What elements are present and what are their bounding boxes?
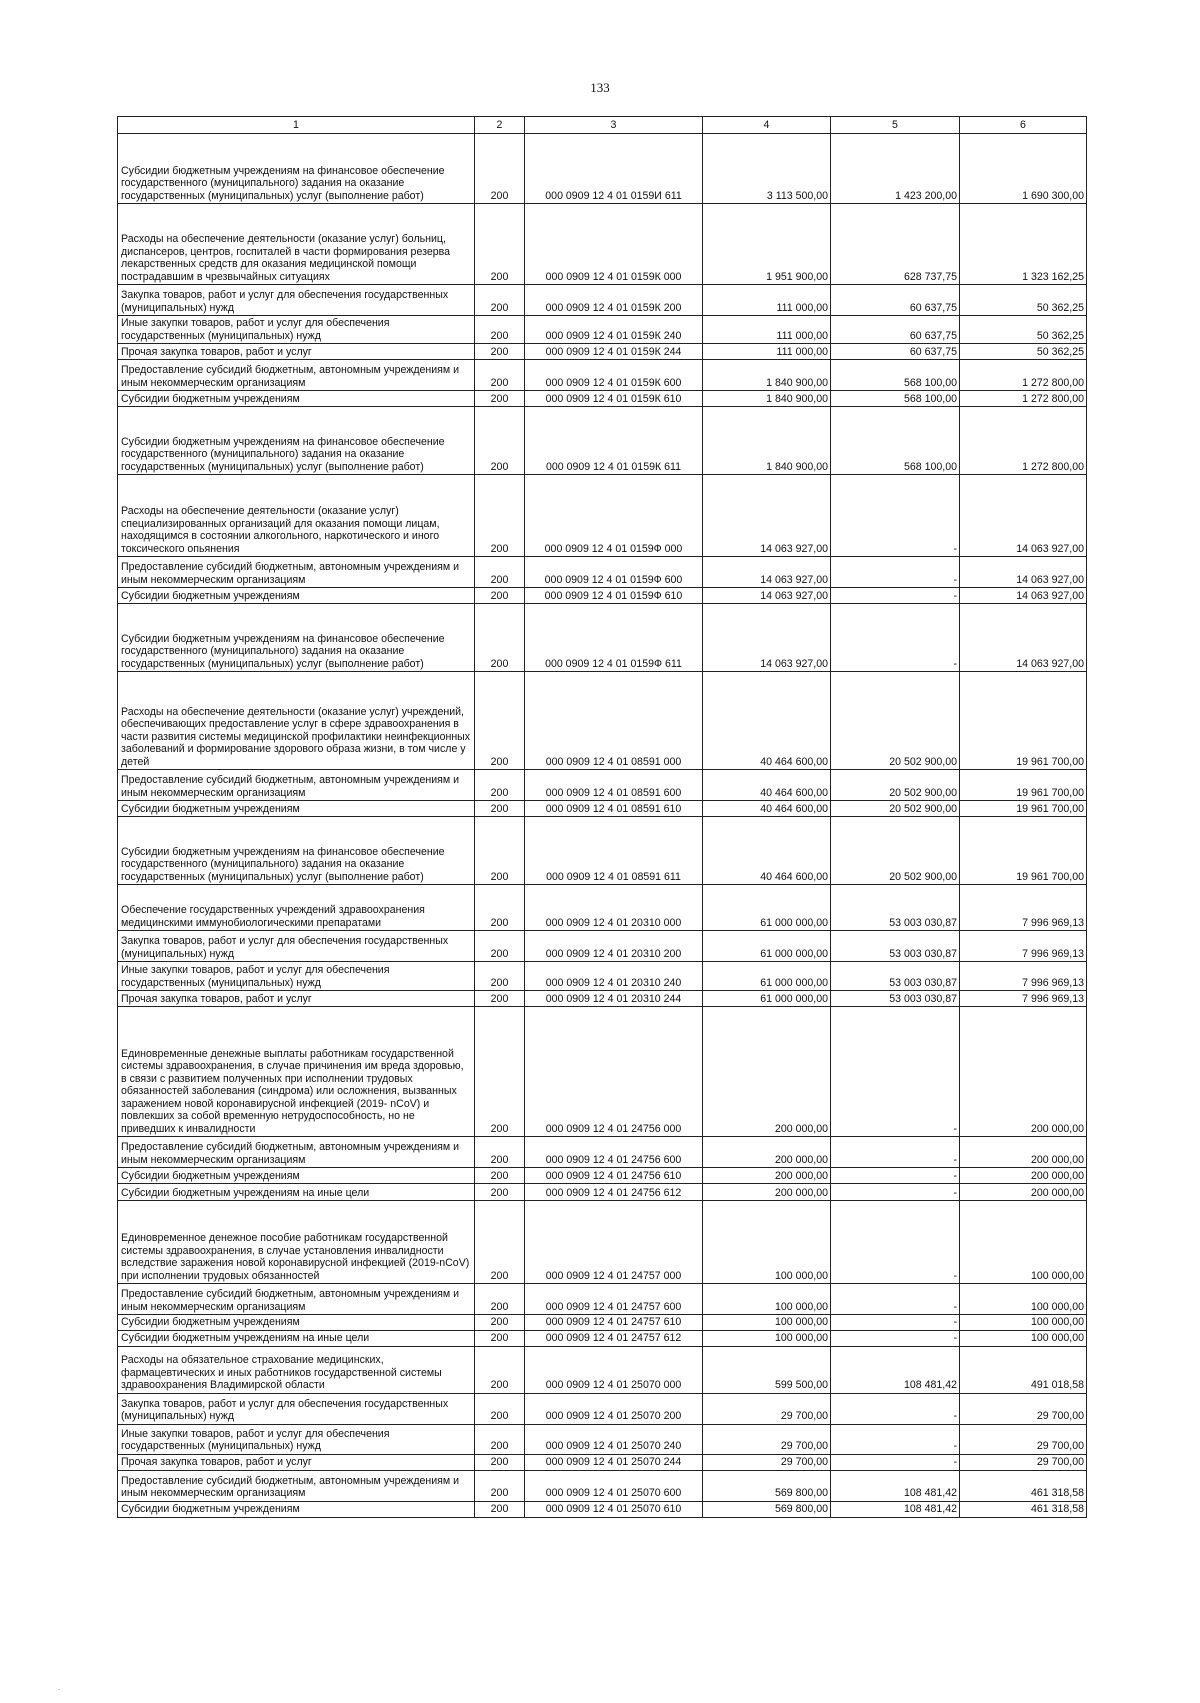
row-kbk: 000 0909 12 4 01 0159К 240 xyxy=(525,316,703,344)
row-col-4: 569 800,00 xyxy=(703,1470,831,1501)
row-kbk: 000 0909 12 4 01 25070 610 xyxy=(525,1501,703,1517)
row-name-text: Прочая закупка товаров, работ и услуг xyxy=(121,992,312,1005)
row-name-text: Расходы на обеспечение деятельности (оказание услуг) учреждений, обеспечивающих предоставление услуг в сфере здравоохранения в части развития системы медицинской профилактики неинфекционных заболеваний и формирование здорового образа жизни, в том числе у детей xyxy=(121,705,471,768)
row-kbk: 000 0909 12 4 01 24756 600 xyxy=(525,1137,703,1168)
row-col-4: 40 464 600,00 xyxy=(703,672,831,770)
row-name-text: Иные закупки товаров, работ и услуг для обеспечения государственных (муниципальных) нужд xyxy=(121,1427,390,1452)
row-col-4: 14 063 927,00 xyxy=(703,588,831,604)
row-col-6: 100 000,00 xyxy=(960,1201,1087,1284)
row-col-5: - xyxy=(831,1284,960,1315)
table-row xyxy=(118,360,1087,391)
row-code: 200 xyxy=(475,391,525,407)
row-col-4: 1 951 900,00 xyxy=(703,204,831,285)
row-code: 200 xyxy=(475,1330,525,1346)
row-code: 200 xyxy=(475,1454,525,1470)
row-code: 200 xyxy=(475,1393,525,1424)
row-col-6: 491 018,58 xyxy=(960,1346,1087,1393)
row-name xyxy=(118,1470,475,1501)
row-name xyxy=(118,1330,475,1346)
table-row xyxy=(118,1007,1087,1137)
row-col-5: - xyxy=(831,1424,960,1454)
row-col-6: 100 000,00 xyxy=(960,1284,1087,1315)
table-row xyxy=(118,672,1087,770)
row-code: 200 xyxy=(475,1424,525,1454)
row-code: 200 xyxy=(475,1501,525,1517)
row-code: 200 xyxy=(475,285,525,316)
row-col-5: - xyxy=(831,1184,960,1201)
row-code: 200 xyxy=(475,885,525,931)
page-number: 133 xyxy=(590,80,610,95)
row-code: 200 xyxy=(475,316,525,344)
row-kbk: 000 0909 12 4 01 24757 600 xyxy=(525,1284,703,1315)
table-row xyxy=(118,557,1087,588)
row-kbk: 000 0909 12 4 01 24756 000 xyxy=(525,1007,703,1137)
row-name-text: Расходы на обеспечение деятельности (оказание услуг) больниц, диспансеров, центров, госпиталей в части формирования резерва лекарственных средств для оказания медицинской помощи пострадавшим в чрезвычайных ситуациях xyxy=(121,233,451,283)
row-name-text: Предоставление субсидий бюджетным, автономным учреждениям и иным некоммерческим организациям xyxy=(121,1288,460,1313)
row-kbk: 000 0909 12 4 01 0159Ф 611 xyxy=(525,604,703,672)
row-code: 200 xyxy=(475,1168,525,1184)
row-code: 200 xyxy=(475,817,525,885)
row-col-5: 568 100,00 xyxy=(831,407,960,475)
row-kbk: 000 0909 12 4 01 0159Ф 600 xyxy=(525,557,703,588)
table-row xyxy=(118,1137,1087,1168)
row-name-text: Расходы на обеспечение деятельности (оказание услуг) специализированных организаций для оказания помощи лицам, находящимся в состоянии алкогольного, наркотического и иного токсического опьянения xyxy=(121,505,440,555)
row-col-6: 7 996 969,13 xyxy=(960,931,1087,962)
row-kbk: 000 0909 12 4 01 25070 240 xyxy=(525,1424,703,1454)
budget-table xyxy=(117,116,1087,1518)
row-code: 200 xyxy=(475,770,525,801)
table-row xyxy=(118,1454,1087,1470)
row-name-text: Субсидии бюджетным учреждениям на иные цели xyxy=(121,1332,370,1344)
row-code: 200 xyxy=(475,344,525,360)
row-col-6: 50 362,25 xyxy=(960,316,1087,344)
row-name xyxy=(118,991,475,1007)
row-col-6: 50 362,25 xyxy=(960,285,1087,316)
row-col-4: 29 700,00 xyxy=(703,1393,831,1424)
row-kbk: 000 0909 12 4 01 0159К 244 xyxy=(525,344,703,360)
row-col-6: 14 063 927,00 xyxy=(960,604,1087,672)
row-col-6: 7 996 969,13 xyxy=(960,885,1087,931)
row-name xyxy=(118,1393,475,1424)
table-row xyxy=(118,1393,1087,1424)
row-name-text: Предоставление субсидий бюджетным, автономным учреждениям и иным некоммерческим организациям xyxy=(121,774,460,799)
row-col-6: 19 961 700,00 xyxy=(960,672,1087,770)
row-code: 200 xyxy=(475,360,525,391)
table-header-row xyxy=(118,117,1087,134)
table-row xyxy=(118,1330,1087,1346)
table-row xyxy=(118,344,1087,360)
row-kbk: 000 0909 12 4 01 0159К 000 xyxy=(525,204,703,285)
row-name xyxy=(118,1501,475,1517)
row-name-text: Субсидии бюджетным учреждениям на финансовое обеспечение государственного (муниципального) задания на оказание государственных (муниципальных) услуг (выполнение работ) xyxy=(121,845,445,883)
header-col-3: 3 xyxy=(525,117,703,134)
row-col-4: 100 000,00 xyxy=(703,1330,831,1346)
table-row xyxy=(118,316,1087,344)
row-col-4: 200 000,00 xyxy=(703,1137,831,1168)
row-col-4: 1 840 900,00 xyxy=(703,391,831,407)
row-col-4: 40 464 600,00 xyxy=(703,801,831,817)
row-kbk: 000 0909 12 4 01 25070 600 xyxy=(525,1470,703,1501)
row-col-5: - xyxy=(831,1201,960,1284)
row-kbk: 000 0909 12 4 01 24757 612 xyxy=(525,1330,703,1346)
row-name-text: Субсидии бюджетным учреждениям xyxy=(121,589,300,602)
row-kbk: 000 0909 12 4 01 08591 000 xyxy=(525,672,703,770)
row-name xyxy=(118,1284,475,1315)
row-col-6: 29 700,00 xyxy=(960,1393,1087,1424)
row-code: 200 xyxy=(475,801,525,817)
row-kbk: 000 0909 12 4 01 08591 600 xyxy=(525,770,703,801)
row-name-text: Иные закупки товаров, работ и услуг для обеспечения государственных (муниципальных) нужд xyxy=(121,317,390,342)
row-name xyxy=(118,604,475,672)
row-name xyxy=(118,885,475,931)
row-code: 200 xyxy=(475,1007,525,1137)
table-row xyxy=(118,604,1087,672)
row-col-4: 61 000 000,00 xyxy=(703,931,831,962)
row-col-6: 461 318,58 xyxy=(960,1470,1087,1501)
row-name xyxy=(118,770,475,801)
table-row xyxy=(118,991,1087,1007)
row-col-4: 200 000,00 xyxy=(703,1184,831,1201)
table-row xyxy=(118,1424,1087,1454)
table-row xyxy=(118,931,1087,962)
row-code: 200 xyxy=(475,475,525,557)
row-col-4: 111 000,00 xyxy=(703,316,831,344)
table-row xyxy=(118,134,1087,204)
table-row xyxy=(118,1284,1087,1315)
table-row xyxy=(118,391,1087,407)
row-col-4: 111 000,00 xyxy=(703,285,831,316)
row-col-5: 628 737,75 xyxy=(831,204,960,285)
row-col-6: 7 996 969,13 xyxy=(960,962,1087,991)
table-row xyxy=(118,588,1087,604)
row-col-6: 1 272 800,00 xyxy=(960,360,1087,391)
row-code: 200 xyxy=(475,1346,525,1393)
row-col-6: 100 000,00 xyxy=(960,1330,1087,1346)
row-name xyxy=(118,672,475,770)
row-col-6: 7 996 969,13 xyxy=(960,991,1087,1007)
row-col-5: - xyxy=(831,1315,960,1331)
row-name xyxy=(118,475,475,557)
row-code: 200 xyxy=(475,1470,525,1501)
row-kbk: 000 0909 12 4 01 20310 240 xyxy=(525,962,703,991)
row-kbk: 000 0909 12 4 01 24757 000 xyxy=(525,1201,703,1284)
row-col-6: 1 272 800,00 xyxy=(960,407,1087,475)
row-code: 200 xyxy=(475,931,525,962)
row-code: 200 xyxy=(475,1201,525,1284)
row-kbk: 000 0909 12 4 01 24756 610 xyxy=(525,1168,703,1184)
row-name-text: Единовременные денежные выплаты работникам государственной системы здравоохранения, в случае причинения им вреда здоровью, в связи с развитием полученных при исполнении трудовых обязанностей заболевания (синдрома) или осложнения, вызванных заражением новой коронавирусной инфекцией (2019- nCoV) и повлекших за собой временную нетрудоспособность, но не приведших к инвалидности xyxy=(121,1047,464,1135)
header-col-4: 4 xyxy=(703,117,831,134)
row-kbk: 000 0909 12 4 01 0159К 610 xyxy=(525,391,703,407)
row-kbk: 000 0909 12 4 01 0159К 200 xyxy=(525,285,703,316)
footer-mark: . xyxy=(58,1683,61,1692)
row-name-text: Иные закупки товаров, работ и услуг для обеспечения государственных (муниципальных) нужд xyxy=(121,964,390,989)
row-code: 200 xyxy=(475,1137,525,1168)
row-name xyxy=(118,1315,475,1331)
table-row xyxy=(118,801,1087,817)
row-name xyxy=(118,1007,475,1137)
row-kbk: 000 0909 12 4 01 08591 610 xyxy=(525,801,703,817)
row-col-4: 200 000,00 xyxy=(703,1007,831,1137)
row-code: 200 xyxy=(475,1184,525,1201)
row-col-4: 61 000 000,00 xyxy=(703,885,831,931)
row-name-text: Предоставление субсидий бюджетным, автономным учреждениям и иным некоммерческим организациям xyxy=(121,1141,460,1166)
row-name xyxy=(118,817,475,885)
row-col-4: 40 464 600,00 xyxy=(703,770,831,801)
row-name xyxy=(118,360,475,391)
row-col-4: 14 063 927,00 xyxy=(703,557,831,588)
row-code: 200 xyxy=(475,204,525,285)
table-row xyxy=(118,1501,1087,1517)
row-code: 200 xyxy=(475,604,525,672)
row-col-5: 1 423 200,00 xyxy=(831,134,960,204)
table-row xyxy=(118,407,1087,475)
row-code: 200 xyxy=(475,672,525,770)
row-name xyxy=(118,1424,475,1454)
row-col-4: 111 000,00 xyxy=(703,344,831,360)
row-col-6: 100 000,00 xyxy=(960,1315,1087,1331)
table-row xyxy=(118,885,1087,931)
row-code: 200 xyxy=(475,588,525,604)
header-col-5: 5 xyxy=(831,117,960,134)
row-col-4: 14 063 927,00 xyxy=(703,604,831,672)
row-kbk: 000 0909 12 4 01 25070 000 xyxy=(525,1346,703,1393)
row-kbk: 000 0909 12 4 01 0159Ф 000 xyxy=(525,475,703,557)
row-code: 200 xyxy=(475,407,525,475)
row-name xyxy=(118,1168,475,1184)
row-kbk: 000 0909 12 4 01 0159И 611 xyxy=(525,134,703,204)
row-col-6: 200 000,00 xyxy=(960,1184,1087,1201)
row-col-5: - xyxy=(831,475,960,557)
row-kbk: 000 0909 12 4 01 24756 612 xyxy=(525,1184,703,1201)
row-kbk: 000 0909 12 4 01 20310 244 xyxy=(525,991,703,1007)
row-name-text: Субсидии бюджетным учреждениям на финансовое обеспечение государственного (муниципального) задания на оказание государственных (муниципальных) услуг (выполнение работ) xyxy=(121,435,445,473)
row-name xyxy=(118,407,475,475)
table-row xyxy=(118,475,1087,557)
row-name-text: Обеспечение государственных учреждений здравоохранения медицинскими иммунобиологическими препаратами xyxy=(121,904,425,929)
row-name-text: Субсидии бюджетным учреждениям xyxy=(121,1169,300,1182)
row-kbk: 000 0909 12 4 01 20310 000 xyxy=(525,885,703,931)
row-col-5: - xyxy=(831,1168,960,1184)
row-col-4: 100 000,00 xyxy=(703,1201,831,1284)
row-col-4: 3 113 500,00 xyxy=(703,134,831,204)
row-col-5: - xyxy=(831,1007,960,1137)
table-row xyxy=(118,1470,1087,1501)
table-row xyxy=(118,770,1087,801)
row-code: 200 xyxy=(475,557,525,588)
row-col-4: 29 700,00 xyxy=(703,1454,831,1470)
row-name-text: Прочая закупка товаров, работ и услуг xyxy=(121,1456,312,1468)
row-name xyxy=(118,1137,475,1168)
row-col-5: 108 481,42 xyxy=(831,1346,960,1393)
row-col-5: 60 637,75 xyxy=(831,316,960,344)
table-row xyxy=(118,962,1087,991)
row-col-5: - xyxy=(831,604,960,672)
table-row xyxy=(118,817,1087,885)
row-col-5: 60 637,75 xyxy=(831,344,960,360)
row-name xyxy=(118,134,475,204)
row-name-text: Закупка товаров, работ и услуг для обеспечения государственных (муниципальных) нужд xyxy=(121,935,449,960)
row-col-5: 60 637,75 xyxy=(831,285,960,316)
row-kbk: 000 0909 12 4 01 08591 611 xyxy=(525,817,703,885)
row-col-4: 40 464 600,00 xyxy=(703,817,831,885)
row-name-text: Субсидии бюджетным учреждениям на иные цели xyxy=(121,1186,370,1199)
row-col-6: 14 063 927,00 xyxy=(960,588,1087,604)
row-name xyxy=(118,344,475,360)
row-name-text: Субсидии бюджетным учреждениям xyxy=(121,802,300,815)
row-col-5: - xyxy=(831,557,960,588)
row-col-6: 1 323 162,25 xyxy=(960,204,1087,285)
row-name xyxy=(118,801,475,817)
row-col-5: 53 003 030,87 xyxy=(831,962,960,991)
table-row xyxy=(118,1184,1087,1201)
row-name-text: Закупка товаров, работ и услуг для обеспечения государственных (муниципальных) нужд xyxy=(121,289,449,314)
row-name-text: Субсидии бюджетным учреждениям xyxy=(121,1316,300,1328)
row-kbk: 000 0909 12 4 01 0159К 611 xyxy=(525,407,703,475)
row-col-5: - xyxy=(831,1454,960,1470)
row-col-4: 100 000,00 xyxy=(703,1284,831,1315)
row-col-5: - xyxy=(831,1137,960,1168)
row-kbk: 000 0909 12 4 01 20310 200 xyxy=(525,931,703,962)
row-name xyxy=(118,1346,475,1393)
row-col-6: 14 063 927,00 xyxy=(960,475,1087,557)
row-name-text: Предоставление субсидий бюджетным, автономным учреждениям и иным некоммерческим организациям xyxy=(121,1474,460,1499)
row-col-4: 1 840 900,00 xyxy=(703,360,831,391)
row-name xyxy=(118,391,475,407)
row-col-4: 200 000,00 xyxy=(703,1168,831,1184)
row-col-6: 200 000,00 xyxy=(960,1168,1087,1184)
row-name-text: Закупка товаров, работ и услуг для обеспечения государственных (муниципальных) нужд xyxy=(121,1397,449,1422)
row-code: 200 xyxy=(475,1315,525,1331)
row-name-text: Субсидии бюджетным учреждениям xyxy=(121,1503,300,1515)
row-col-4: 61 000 000,00 xyxy=(703,991,831,1007)
header-col-1: 1 xyxy=(118,117,475,134)
row-name xyxy=(118,316,475,344)
table-row xyxy=(118,285,1087,316)
row-name-text: Субсидии бюджетным учреждениям на финансовое обеспечение государственного (муниципального) задания на оказание государственных (муниципальных) услуг (выполнение работ) xyxy=(121,632,445,670)
row-col-5: 53 003 030,87 xyxy=(831,991,960,1007)
row-col-5: 568 100,00 xyxy=(831,360,960,391)
header-col-2: 2 xyxy=(475,117,525,134)
row-col-5: 568 100,00 xyxy=(831,391,960,407)
row-col-6: 1 272 800,00 xyxy=(960,391,1087,407)
row-kbk: 000 0909 12 4 01 25070 200 xyxy=(525,1393,703,1424)
row-name-text: Субсидии бюджетным учреждениям на финансовое обеспечение государственного (муниципального) задания на оказание государственных (муниципальных) услуг (выполнение работ) xyxy=(121,164,445,202)
row-col-6: 19 961 700,00 xyxy=(960,817,1087,885)
table-row xyxy=(118,1168,1087,1184)
table-row xyxy=(118,1201,1087,1284)
row-col-6: 200 000,00 xyxy=(960,1137,1087,1168)
row-code: 200 xyxy=(475,1284,525,1315)
row-name-text: Расходы на обязательное страхование медицинских, фармацевтических и иных работников государственной системы здравоохранения Владимирской области xyxy=(121,1354,442,1391)
row-name xyxy=(118,285,475,316)
row-col-4: 1 840 900,00 xyxy=(703,407,831,475)
table-body xyxy=(118,117,1087,1518)
row-col-4: 61 000 000,00 xyxy=(703,962,831,991)
row-name-text: Предоставление субсидий бюджетным, автономным учреждениям и иным некоммерческим организациям xyxy=(121,561,460,586)
row-name xyxy=(118,1454,475,1470)
row-kbk: 000 0909 12 4 01 25070 244 xyxy=(525,1454,703,1470)
row-col-6: 50 362,25 xyxy=(960,344,1087,360)
table-row xyxy=(118,204,1087,285)
row-col-6: 19 961 700,00 xyxy=(960,770,1087,801)
row-col-6: 200 000,00 xyxy=(960,1007,1087,1137)
row-col-5: 20 502 900,00 xyxy=(831,672,960,770)
row-kbk: 000 0909 12 4 01 24757 610 xyxy=(525,1315,703,1331)
row-col-5: - xyxy=(831,588,960,604)
row-col-4: 599 500,00 xyxy=(703,1346,831,1393)
row-col-5: 108 481,42 xyxy=(831,1501,960,1517)
row-col-5: - xyxy=(831,1393,960,1424)
row-col-4: 29 700,00 xyxy=(703,1424,831,1454)
table-row xyxy=(118,1315,1087,1331)
row-name xyxy=(118,204,475,285)
row-name xyxy=(118,557,475,588)
row-col-5: - xyxy=(831,1330,960,1346)
row-name-text: Единовременное денежное пособие работникам государственной системы здравоохранения, в случае установления инвалидности вследствие заражения новой коронавирусной инфекцией (2019-nCoV) при исполнении трудовых обязанностей xyxy=(121,1232,470,1282)
row-col-5: 20 502 900,00 xyxy=(831,801,960,817)
row-kbk: 000 0909 12 4 01 0159Ф 610 xyxy=(525,588,703,604)
row-code: 200 xyxy=(475,962,525,991)
row-col-4: 14 063 927,00 xyxy=(703,475,831,557)
row-col-6: 14 063 927,00 xyxy=(960,557,1087,588)
row-name xyxy=(118,931,475,962)
row-col-4: 100 000,00 xyxy=(703,1315,831,1331)
row-name xyxy=(118,588,475,604)
row-name-text: Предоставление субсидий бюджетным, автономным учреждениям и иным некоммерческим организациям xyxy=(121,364,460,389)
row-col-5: 108 481,42 xyxy=(831,1470,960,1501)
row-col-5: 20 502 900,00 xyxy=(831,817,960,885)
row-name-text: Прочая закупка товаров, работ и услуг xyxy=(121,345,312,358)
row-col-6: 1 690 300,00 xyxy=(960,134,1087,204)
row-name xyxy=(118,1184,475,1201)
header-col-6: 6 xyxy=(960,117,1087,134)
row-col-5: 20 502 900,00 xyxy=(831,770,960,801)
row-kbk: 000 0909 12 4 01 0159К 600 xyxy=(525,360,703,391)
row-col-6: 29 700,00 xyxy=(960,1454,1087,1470)
row-name-text: Субсидии бюджетным учреждениям xyxy=(121,392,300,405)
row-col-6: 19 961 700,00 xyxy=(960,801,1087,817)
row-col-5: 53 003 030,87 xyxy=(831,885,960,931)
row-code: 200 xyxy=(475,134,525,204)
row-col-6: 29 700,00 xyxy=(960,1424,1087,1454)
table-row xyxy=(118,1346,1087,1393)
row-col-6: 461 318,58 xyxy=(960,1501,1087,1517)
row-col-5: 53 003 030,87 xyxy=(831,931,960,962)
row-code: 200 xyxy=(475,991,525,1007)
row-col-4: 569 800,00 xyxy=(703,1501,831,1517)
row-name xyxy=(118,962,475,991)
row-name xyxy=(118,1201,475,1284)
